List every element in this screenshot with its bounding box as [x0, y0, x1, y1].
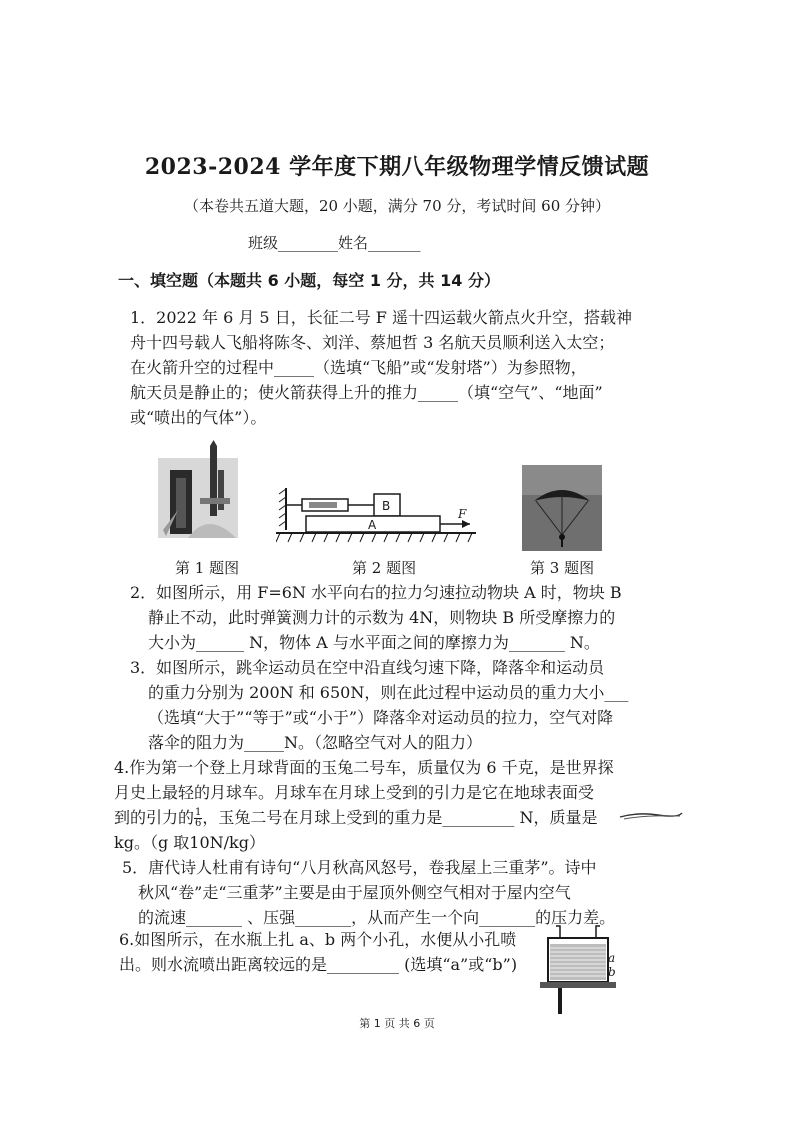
question-line: 的重力分别为 200N 和 650N，则在此过程中运动员的重力大小___ — [148, 683, 629, 702]
figure-2-blocks-diagram — [276, 486, 476, 544]
fraction-numerator: 1 — [195, 807, 202, 818]
section-heading: 一、填空题（本题共 6 小题，每空 1 分，共 14 分） — [118, 271, 500, 290]
question-line: （选填“大于”“等于”或“小于”）降落伞对运动员的拉力，空气对降 — [148, 708, 614, 727]
question-line: 的流速_______ 、压强_______，从而产生一个向_______的压力差。 — [138, 908, 616, 927]
question-1 — [130, 305, 632, 430]
question-line: 3．如图所示，跳伞运动员在空中沿直线匀速下降，降落伞和运动员 — [130, 658, 605, 677]
label-f: F — [458, 507, 467, 521]
question-line: 静止不动，此时弹簧测力计的示数为 4N，则物块 B 所受摩擦力的 — [148, 608, 616, 627]
figure-6-water-bottle — [538, 922, 618, 1014]
question-4 — [114, 755, 614, 855]
figure-2-caption: 第 2 题图 — [352, 559, 417, 577]
question-line: 2．如图所示，用 F=6N 水平向右的拉力匀速拉动物块 A 时，物块 B — [130, 583, 622, 602]
figure-3-caption: 第 3 题图 — [530, 559, 595, 577]
fraction-denominator: 6 — [195, 818, 202, 829]
question-line: 在火箭升空的过程中_____（选填“飞船”或“发射塔”）为参照物， — [130, 358, 587, 377]
question-line: 航天员是静止的；使火箭获得上升的推力_____（填“空气”、“地面” — [130, 383, 603, 402]
question-text: ，玉兔二号在月球上受到的重力是_________ N，质量是 — [202, 808, 598, 827]
question-line: 6.如图所示，在水瓶上扎 a、b 两个小孔，水便从小孔喷 — [119, 930, 517, 949]
question-line: 4.作为第一个登上月球背面的玉兔二号车，质量仅为 6 千克，是世界探 — [114, 758, 614, 777]
pen-scribble-mark — [618, 809, 684, 821]
question-line: 舟十四号载人飞船将陈冬、刘洋、蔡旭哲 3 名航天员顺利送入太空； — [130, 333, 615, 352]
figure-3-parachute-photo — [522, 465, 602, 551]
page-footer: 第 1 页 共 6 页 — [359, 1017, 435, 1030]
label-b: B — [382, 499, 391, 513]
exam-subtitle: （本卷共五道大题，20 小题，满分 70 分，考试时间 60 分钟） — [183, 197, 611, 215]
question-line: kg。（g 取10N/kg） — [114, 833, 265, 852]
question-line: 或“喷出的气体”）。 — [130, 408, 267, 427]
label-hole-b: b — [608, 965, 616, 979]
label-hole-a: a — [608, 951, 616, 965]
question-line: 1．2022 年 6 月 5 日，长征二号 F 遥十四运载火箭点火升空，搭载神 — [130, 308, 632, 327]
question-line: 大小为______ N，物体 A 与水平面之间的摩擦力为_______ N。 — [148, 633, 600, 652]
question-6 — [119, 927, 517, 977]
figure-1-rocket-photo — [158, 440, 238, 538]
figure-1-caption: 第 1 题图 — [175, 559, 240, 577]
question-line: 5．唐代诗人杜甫有诗句“八月秋高风怒号，卷我屋上三重茅”。诗中 — [122, 858, 597, 877]
question-line: 秋风“卷”走“三重茅”主要是由于屋顶外侧空气相对于屋内空气 — [138, 883, 571, 902]
question-line: 月史上最轻的月球车。月球车在月球上受到的引力是它在地球表面受 — [114, 783, 595, 802]
question-5 — [122, 855, 615, 930]
label-a: A — [368, 518, 377, 532]
question-line: 出。则水流喷出距离较远的是_________ (选填“a”或“b”) — [119, 955, 518, 974]
exam-title: 2023-2024 学年度下期八年级物理学情反馈试题 — [144, 154, 650, 180]
question-line — [114, 805, 614, 830]
question-3 — [130, 655, 628, 755]
question-2 — [130, 580, 622, 655]
question-text: 到的引力的 — [114, 808, 195, 827]
class-name-line: 班级________姓名_______ — [248, 234, 421, 252]
question-line: 落伞的阻力为_____N。（忽略空气对人的阻力） — [148, 733, 483, 752]
